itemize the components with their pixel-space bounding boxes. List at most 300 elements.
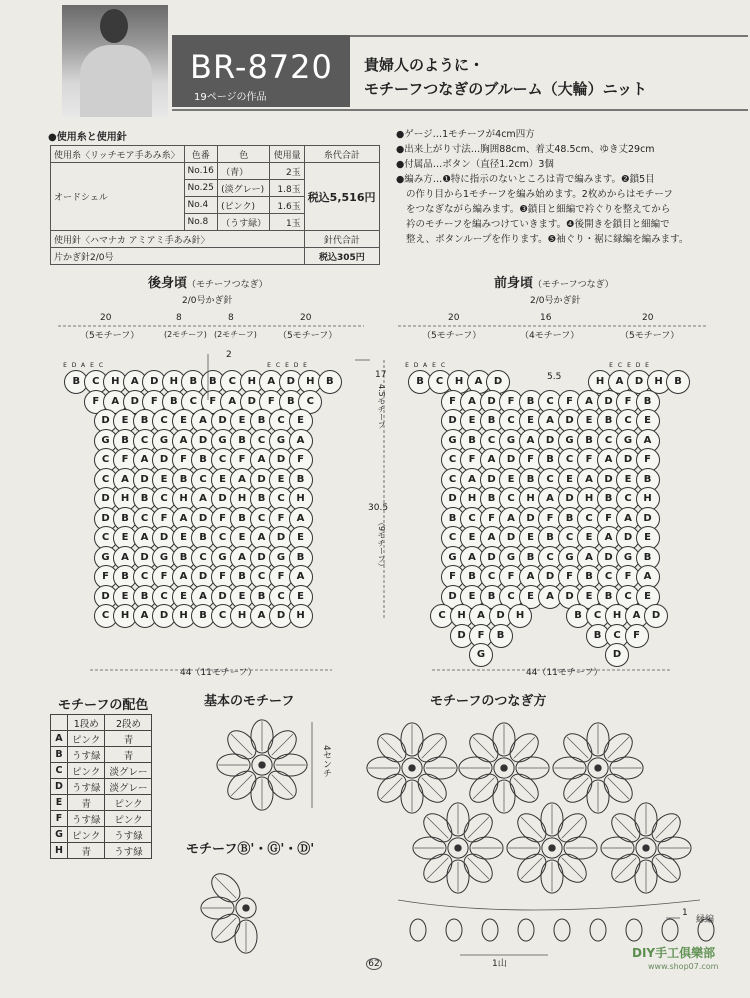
back-motif: E xyxy=(172,526,196,550)
front-motif: A xyxy=(625,604,649,628)
joined-motif-center-dot xyxy=(642,844,649,851)
back-motif: A xyxy=(172,429,196,453)
front-motif: H xyxy=(647,370,671,394)
back-half-motif-label: E xyxy=(90,362,94,369)
back-motif: C xyxy=(191,468,215,492)
front-motif: A xyxy=(460,390,484,414)
back-title-text: 後身頃 xyxy=(148,276,188,291)
front-motif: A xyxy=(577,468,601,492)
joined-motif-center-dot xyxy=(594,764,601,771)
back-motif: F xyxy=(152,507,176,531)
front-dim-2: 16 xyxy=(540,313,552,323)
back-title-sub: （モチーフつなぎ） xyxy=(187,280,268,290)
front-motif: H xyxy=(447,370,471,394)
pattern-code: BR-8720 xyxy=(190,48,333,86)
color-chart-key: D xyxy=(51,779,68,795)
color-chart-color: ピンク xyxy=(67,731,105,747)
front-motif: D xyxy=(597,468,621,492)
front-motif: B xyxy=(489,624,513,648)
back-motif: B xyxy=(113,565,137,589)
front-motif: D xyxy=(597,390,621,414)
front-title-text: 前身頃 xyxy=(494,276,534,291)
front-motif: D xyxy=(558,409,582,433)
front-dim-sub-2: （4モチーフ） xyxy=(520,331,580,341)
back-motif: E xyxy=(211,468,235,492)
back-motif: F xyxy=(94,565,118,589)
edge-line xyxy=(398,900,700,910)
back-motif: B xyxy=(250,409,274,433)
front-motif: G xyxy=(558,546,582,570)
front-motif: A xyxy=(538,409,562,433)
watermark: DIY手工俱樂部 xyxy=(632,946,716,960)
back-motif: H xyxy=(113,487,137,511)
joining-title: モチーフのつなぎ方 xyxy=(430,694,547,709)
joined-motif-center-dot xyxy=(408,764,415,771)
yarn-name: オードシェル xyxy=(51,163,185,231)
back-motif: A xyxy=(250,448,274,472)
front-motif: G xyxy=(499,429,523,453)
front-motif: C xyxy=(428,370,452,394)
back-motif: D xyxy=(142,370,166,394)
edge-scallop xyxy=(446,919,462,941)
back-motif: A xyxy=(289,507,313,531)
back-motif: F xyxy=(230,448,254,472)
basic-motif-stitch xyxy=(231,775,252,796)
front-motif: D xyxy=(558,585,582,609)
front-motif: D xyxy=(480,390,504,414)
back-motif: E xyxy=(289,526,313,550)
front-motif: A xyxy=(616,507,640,531)
back-motif: D xyxy=(269,448,293,472)
front-motif: D xyxy=(519,507,543,531)
front-motif: G xyxy=(558,429,582,453)
edge-count: 1 xyxy=(682,908,688,918)
front-motif: C xyxy=(441,526,465,550)
front-half-motif-label: E xyxy=(645,362,649,369)
front-motif: B xyxy=(597,585,621,609)
back-half-motif-label: E xyxy=(267,362,271,369)
back-motif: C xyxy=(269,585,293,609)
front-motif: G xyxy=(441,429,465,453)
color-chart-key: A xyxy=(51,731,68,747)
back-motif: B xyxy=(289,546,313,570)
front-motif: A xyxy=(577,390,601,414)
front-motif: B xyxy=(566,604,590,628)
front-motif: E xyxy=(519,409,543,433)
back-motif: F xyxy=(289,448,313,472)
yarn-total: 税込5,516円 xyxy=(304,163,379,231)
front-motif: E xyxy=(616,468,640,492)
front-motif: C xyxy=(558,448,582,472)
back-motif: D xyxy=(279,370,303,394)
front-motif: C xyxy=(597,565,621,589)
back-width-value: 44 xyxy=(180,668,192,678)
front-half-motif-label: E xyxy=(609,362,613,369)
color-chart-color: 青 xyxy=(105,747,152,763)
color-chart-color: ピンク xyxy=(67,763,105,779)
row-color: (ピンク) xyxy=(218,197,270,214)
row-no: No.16 xyxy=(184,163,218,180)
page-reference: 19ページの作品 xyxy=(194,92,267,103)
back-dim-3: 8 xyxy=(228,313,234,323)
front-half-motif-label: C xyxy=(440,362,446,369)
back-motif: D xyxy=(191,507,215,531)
back-motif: C xyxy=(94,604,118,628)
front-motif: D xyxy=(499,448,523,472)
front-motif: H xyxy=(519,487,543,511)
back-motif: C xyxy=(269,487,293,511)
back-motif: C xyxy=(191,546,215,570)
back-motif: E xyxy=(172,585,196,609)
back-dim-sub-3: (2モチーフ) xyxy=(214,330,257,339)
front-width-sub: （11モチーフ） xyxy=(537,668,603,678)
back-motif: D xyxy=(250,546,274,570)
joined-motif-stitch xyxy=(656,817,677,838)
back-motif: F xyxy=(201,390,225,414)
back-motif: C xyxy=(84,370,108,394)
back-motif: A xyxy=(133,604,157,628)
front-motif: E xyxy=(577,409,601,433)
front-motif: C xyxy=(499,487,523,511)
front-motif: C xyxy=(441,448,465,472)
front-motif: F xyxy=(636,448,660,472)
back-motif: C xyxy=(133,565,157,589)
front-neck-depth: 5.5 xyxy=(547,372,562,382)
back-motif: E xyxy=(113,409,137,433)
front-motif: D xyxy=(499,526,523,550)
yarn-heading: ●使用糸と使用針 xyxy=(48,132,127,143)
back-motif: B xyxy=(191,526,215,550)
back-motif: B xyxy=(230,429,254,453)
row-amount: 1玉 xyxy=(270,214,304,231)
back-motif: H xyxy=(230,487,254,511)
front-motif: E xyxy=(577,526,601,550)
bottom-label: 1山 xyxy=(492,959,507,969)
back-half-motif-label: A xyxy=(80,362,86,369)
front-motif: D xyxy=(441,487,465,511)
back-motif: A xyxy=(191,409,215,433)
joined-motif-center-dot xyxy=(500,764,507,771)
joined-motif-stitch xyxy=(514,737,535,758)
front-motif: A xyxy=(597,448,621,472)
back-motif: A xyxy=(289,429,313,453)
color-chart-color: 青 xyxy=(67,843,105,859)
joined-motif-stitch xyxy=(615,817,636,838)
color-chart-key: B xyxy=(51,747,68,763)
front-motif: B xyxy=(519,546,543,570)
back-motif: A xyxy=(250,604,274,628)
joined-motif-stitch xyxy=(427,858,448,879)
back-motif: F xyxy=(84,390,108,414)
edge-scallop xyxy=(698,919,714,941)
back-motif: H xyxy=(240,370,264,394)
back-motif: H xyxy=(113,604,137,628)
front-motif: A xyxy=(519,565,543,589)
back-motif: B xyxy=(230,507,254,531)
front-motif: C xyxy=(538,468,562,492)
special-motif-stitch xyxy=(215,877,236,898)
basic-motif-stitch xyxy=(272,775,293,796)
front-motif: C xyxy=(616,409,640,433)
joined-motif-stitch xyxy=(422,737,443,758)
front-motif: E xyxy=(519,526,543,550)
back-motif: F xyxy=(259,390,283,414)
front-motif: C xyxy=(499,409,523,433)
front-motif: F xyxy=(441,565,465,589)
front-motif: C xyxy=(597,429,621,453)
color-chart-color: 淡グレー xyxy=(105,779,152,795)
front-motif: F xyxy=(558,565,582,589)
front-motif: B xyxy=(480,487,504,511)
back-motif: D xyxy=(133,468,157,492)
front-title-sub: （モチーフつなぎ） xyxy=(533,280,614,290)
special-motif-center-dot xyxy=(242,904,249,911)
front-motif: A xyxy=(499,507,523,531)
back-motif: C xyxy=(152,487,176,511)
joined-motif-stitch xyxy=(608,737,629,758)
back-motif: B xyxy=(181,370,205,394)
front-motif: B xyxy=(441,507,465,531)
front-motif: D xyxy=(636,507,660,531)
edge-scallop xyxy=(410,919,426,941)
joined-motif-stitch xyxy=(656,858,677,879)
row-no: No.4 xyxy=(184,197,218,214)
front-motif: E xyxy=(460,526,484,550)
back-motif: E xyxy=(152,468,176,492)
front-motif: C xyxy=(538,390,562,414)
row-amount: 2玉 xyxy=(270,163,304,180)
color-chart-color: うす緑 xyxy=(105,843,152,859)
back-motif: C xyxy=(211,526,235,550)
front-motif: D xyxy=(644,604,668,628)
back-motif: H xyxy=(162,370,186,394)
back-motif: B xyxy=(289,468,313,492)
joined-motif-stitch xyxy=(381,737,402,758)
front-motif: A xyxy=(608,370,632,394)
basic-motif-size: 4センチ xyxy=(321,745,331,778)
front-motif: E xyxy=(519,585,543,609)
front-motif: A xyxy=(636,565,660,589)
front-motif: D xyxy=(480,546,504,570)
back-motif: D xyxy=(211,585,235,609)
back-opening: 2 xyxy=(226,350,232,360)
color-chart-key: C xyxy=(51,763,68,779)
back-motif: A xyxy=(250,526,274,550)
edge-scallop xyxy=(626,919,642,941)
joined-motif-stitch xyxy=(427,817,448,838)
joined-motif-stitch xyxy=(468,858,489,879)
joined-motif-stitch xyxy=(562,858,583,879)
front-motif: B xyxy=(519,390,543,414)
back-motif: F xyxy=(269,565,293,589)
back-motif: C xyxy=(269,409,293,433)
back-motif: A xyxy=(191,585,215,609)
back-motif: C xyxy=(220,370,244,394)
back-motif: D xyxy=(123,390,147,414)
needle-label: 使用針〈ハマナカ アミアミ手あみ針〉 xyxy=(51,231,305,248)
back-dim-sub-4: （5モチーフ） xyxy=(278,331,338,341)
back-motif: D xyxy=(211,487,235,511)
front-motif: B xyxy=(636,390,660,414)
back-motif: B xyxy=(279,390,303,414)
back-motif: E xyxy=(230,526,254,550)
back-motif: H xyxy=(289,604,313,628)
color-chart-key: E xyxy=(51,795,68,811)
front-motif: F xyxy=(597,507,621,531)
front-motif: C xyxy=(616,487,640,511)
th-no: 色番 xyxy=(184,146,218,163)
front-width-value: 44 xyxy=(526,668,538,678)
back-dim-4: 20 xyxy=(300,313,312,323)
back-motif: A xyxy=(220,390,244,414)
back-motif: B xyxy=(113,507,137,531)
edge-label: 縁編 xyxy=(696,915,715,925)
back-motif: B xyxy=(191,448,215,472)
joined-motif-center-dot xyxy=(548,844,555,851)
front-motif: B xyxy=(597,409,621,433)
back-half-motif-label: E xyxy=(285,362,289,369)
back-motif: B xyxy=(133,409,157,433)
joined-motif-stitch xyxy=(521,858,542,879)
back-motif: D xyxy=(250,468,274,492)
front-motif: G xyxy=(616,546,640,570)
th-amount: 使用量 xyxy=(270,146,304,163)
back-motif: A xyxy=(133,448,157,472)
gauge: ●ゲージ…1モチーフが4cm四方 xyxy=(396,129,535,140)
back-motif: B xyxy=(201,370,225,394)
front-motif: F xyxy=(519,448,543,472)
back-motif: B xyxy=(250,487,274,511)
front-half-motif-label: D xyxy=(635,362,641,369)
front-motif: H xyxy=(577,487,601,511)
front-motif: A xyxy=(460,546,484,570)
front-dim-sub-1: （5モチーフ） xyxy=(422,331,482,341)
front-motif: A xyxy=(538,585,562,609)
back-motif: D xyxy=(152,604,176,628)
front-motif: G xyxy=(616,429,640,453)
front-dim-sub-3: （5モチーフ） xyxy=(620,331,680,341)
back-motif: G xyxy=(211,546,235,570)
back-motif: B xyxy=(162,390,186,414)
front-motif: G xyxy=(469,643,493,667)
back-dim-2: 8 xyxy=(176,313,182,323)
page-number: 62 xyxy=(366,958,382,970)
front-motif: G xyxy=(441,546,465,570)
edge-scallop xyxy=(590,919,606,941)
front-motif: A xyxy=(467,370,491,394)
front-motif: F xyxy=(616,390,640,414)
color-chart-color: ピンク xyxy=(105,795,152,811)
back-motif: H xyxy=(298,370,322,394)
back-motif: C xyxy=(250,429,274,453)
front-motif: A xyxy=(636,429,660,453)
front-motif: C xyxy=(605,624,629,648)
color-chart-color: うす緑 xyxy=(67,747,105,763)
back-motif: C xyxy=(250,565,274,589)
needle-total-label: 針代合計 xyxy=(304,231,379,248)
basic-motif-title: 基本のモチーフ xyxy=(204,694,295,709)
front-motif: D xyxy=(616,448,640,472)
back-motif: D xyxy=(94,409,118,433)
back-height-top-sub: 4.5モチーフ xyxy=(377,384,386,429)
front-motif: E xyxy=(636,409,660,433)
special-motif-title: モチーフⒷ'・Ⓖ'・Ⓓ' xyxy=(186,842,315,857)
back-motif: G xyxy=(94,546,118,570)
front-motif: B xyxy=(636,546,660,570)
front-half-motif-label: C xyxy=(617,362,623,369)
edge-scallop xyxy=(554,919,570,941)
color-chart-color: 青 xyxy=(67,795,105,811)
back-motif: E xyxy=(230,409,254,433)
front-motif: B xyxy=(538,526,562,550)
front-motif: F xyxy=(480,507,504,531)
color-chart-header: 1段め xyxy=(67,715,105,731)
front-motif: B xyxy=(538,448,562,472)
back-motif: B xyxy=(250,585,274,609)
edge-scallop xyxy=(662,919,678,941)
front-motif: F xyxy=(616,565,640,589)
front-motif: D xyxy=(441,585,465,609)
back-motif: A xyxy=(113,546,137,570)
back-motif: A xyxy=(103,390,127,414)
front-motif: E xyxy=(460,585,484,609)
back-motif: C xyxy=(94,448,118,472)
back-motif: A xyxy=(113,468,137,492)
front-motif: D xyxy=(489,604,513,628)
front-motif: B xyxy=(460,565,484,589)
back-motif: A xyxy=(172,507,196,531)
front-motif: B xyxy=(480,409,504,433)
front-motif: D xyxy=(605,643,629,667)
front-motif: E xyxy=(558,468,582,492)
front-motif: C xyxy=(577,507,601,531)
back-half-motif-label: D xyxy=(71,362,77,369)
back-dim-sub-1: （5モチーフ） xyxy=(80,331,140,341)
back-dim-sub-2: (2モチーフ) xyxy=(164,330,207,339)
back-height-bottom: 30.5 xyxy=(368,503,389,513)
method-line: をつなぎながら編みます。❸鎖目と細編で衿ぐりを整えてから xyxy=(406,204,671,215)
joined-motif-stitch xyxy=(473,778,494,799)
front-motif: B xyxy=(666,370,690,394)
back-motif: C xyxy=(133,507,157,531)
front-motif: C xyxy=(538,546,562,570)
front-motif: C xyxy=(558,526,582,550)
front-motif: D xyxy=(627,370,651,394)
back-motif: D xyxy=(269,604,293,628)
color-chart-color: うす緑 xyxy=(67,811,105,827)
back-motif: E xyxy=(269,468,293,492)
front-motif: D xyxy=(597,546,621,570)
back-motif: D xyxy=(269,526,293,550)
front-motif: D xyxy=(616,526,640,550)
special-motif-stitch xyxy=(215,918,236,939)
front-motif: C xyxy=(499,585,523,609)
back-motif: D xyxy=(152,448,176,472)
back-motif: E xyxy=(172,409,196,433)
front-motif: F xyxy=(625,624,649,648)
back-motif: A xyxy=(123,370,147,394)
front-motif: D xyxy=(486,370,510,394)
front-motif: E xyxy=(636,526,660,550)
back-dim-1: 20 xyxy=(100,313,112,323)
row-no: No.8 xyxy=(184,214,218,231)
method-line: の作り目から1モチーフを編み始めます。2枚めからはモチーフ xyxy=(406,189,673,200)
row-amount: 1.6玉 xyxy=(270,197,304,214)
row-amount: 1.8玉 xyxy=(270,180,304,197)
front-motif: F xyxy=(538,507,562,531)
back-motif: A xyxy=(133,526,157,550)
color-chart-color: ピンク xyxy=(67,827,105,843)
